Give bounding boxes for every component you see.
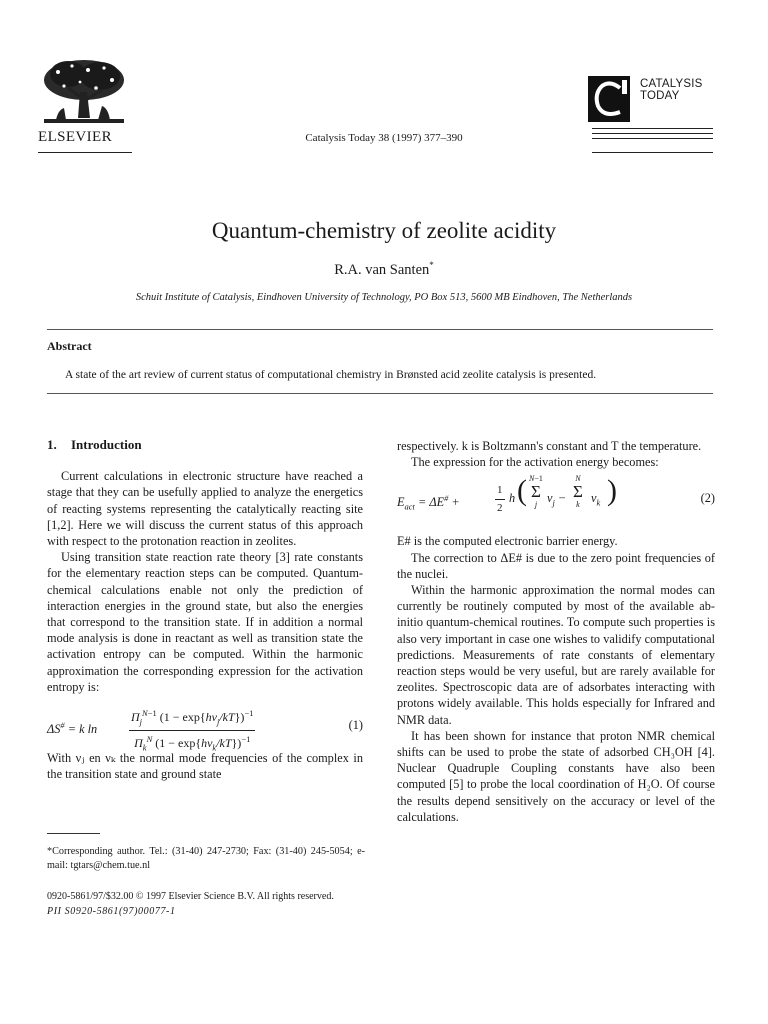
publisher-name: ELSEVIER [38,129,113,145]
right-paragraph-1: respectively. k is Boltzmann's constant and T the temperature. [397,439,702,453]
catalysis-today-logo [588,76,630,122]
right-paragraph-3: E# is the computed electronic barrier energy. [397,534,618,549]
section-title: Introduction [71,437,142,452]
right-paragraph-4: The correction to ΔE# is due to the zero point frequencies of the nuclei. [397,550,715,581]
equation-2: $E_{act} = \Delta E^{\#}$ + $\frac{1}{2}$ h ( N−1 Σ j $\nu_j$ − N Σ k $\nu_k$ ) (2) [397,474,715,514]
footnote-rule [47,833,100,834]
abstract-heading: Abstract [47,339,92,353]
pii-line: PII S0920-5861(97)00077-1 [47,906,176,917]
header-rule [592,133,713,134]
journal-logo-text [640,78,703,102]
intro-paragraph-2: Using transition state reaction rate theory [3] rate constants for the elementary reaction steps can be computed. Quantum-chemical calculations enable not only the prediction of interaction energies in the ground state, but also the energies that correspond to the transition state. If in addition a normal mode analysis is done in reactant as well as transition state the activation entropy can be computed. Within the harmonic approximation the corresponding expression for the activation entropy is: [47,550,363,694]
section-heading [47,437,363,453]
author-name: R.A. van Santen [334,261,430,278]
paper-title: Quantum-chemistry of zeolite acidity [211,218,557,243]
right-paragraph-6: It has been shown for instance that proton NMR chemical shifts can be used to probe the state of adsorbed CH₃OH [4]. Nuclear Quadruple Coupling constants have also been computed [5] to probe the local coordination of H₂O. Of course the results depend sensitively on the accuracy or level of the calculations. [397,728,715,824]
elsevier-tree-logo [38,58,130,128]
copyright-block [47,889,334,919]
header-rule [592,138,713,139]
header-rule [592,128,713,129]
right-paragraph-5: Within the harmonic approximation the normal modes can currently be routinely computed by most of the available ab-initio quantum-chemical routines. To compute such properties is also very important in case one wishes to validify computational predictions. Measurements of rate constants of elementary reaction steps would be very useful, but are rarely available for zeolites. Spectroscopic data are of adsorbates interacting with protons widely available. This holds especially for Infrared and NMR data. [397,583,715,727]
author-line [0,260,768,279]
journal-reference: Catalysis Today 38 (1997) 377–390 [305,132,463,144]
journal-logo-line1: CATALYSIS [640,78,703,90]
right-paragraph-2: The expression for the activation energy becomes: [411,455,659,470]
affiliation: Schuit Institute of Catalysis, Eindhoven University of Technology, PO Box 513, 5600 MB Eindhoven, The Netherlands [135,292,633,303]
equation-number: (1) [348,718,363,733]
journal-logo-line2: TODAY [640,90,680,102]
equation-number: (2) [700,491,715,506]
right-column [397,438,715,825]
footnote: *Corresponding author. Tel.: (31-40) 247-2730; Fax: (31-40) 245-5054; e-mail: tgtars@chem.tue.nl [47,846,365,871]
equation-1: ΔS# = k ln $\Pi_j^{N-1}$ $(1 - \exp\{h\nu_j/kT\})^{-1}$ $\Pi_k^N$ $(1 - \exp\{h\nu_k/kT\})^{-1}$ (1) [47,705,363,747]
header-rule [38,152,132,153]
left-column [47,437,363,782]
intro-paragraph-1: Current calculations in electronic structure have reached a stage that they can be usefully applied to analyze the energetics of reacting systems representing the catalytically reacting site [1,2]. Here we will discuss the current status of this approach with respect to the protonation reaction in zeolites. [47,469,363,549]
header-rule [592,152,713,153]
abstract-text: A state of the art review of current status of computational chemistry in Brønsted acid zeolite catalysis is presented. [65,369,597,381]
copyright-line: 0920-5861/97/$32.00 © 1997 Elsevier Science B.V. All rights reserved. [47,891,334,902]
divider [47,393,713,394]
corresponding-mark: * [429,260,434,270]
intro-paragraph-3: With νⱼ en νₖ the normal mode frequencies of the complex in the transition state and ground state [47,751,363,782]
section-number: 1. [47,437,57,452]
divider [47,329,713,330]
